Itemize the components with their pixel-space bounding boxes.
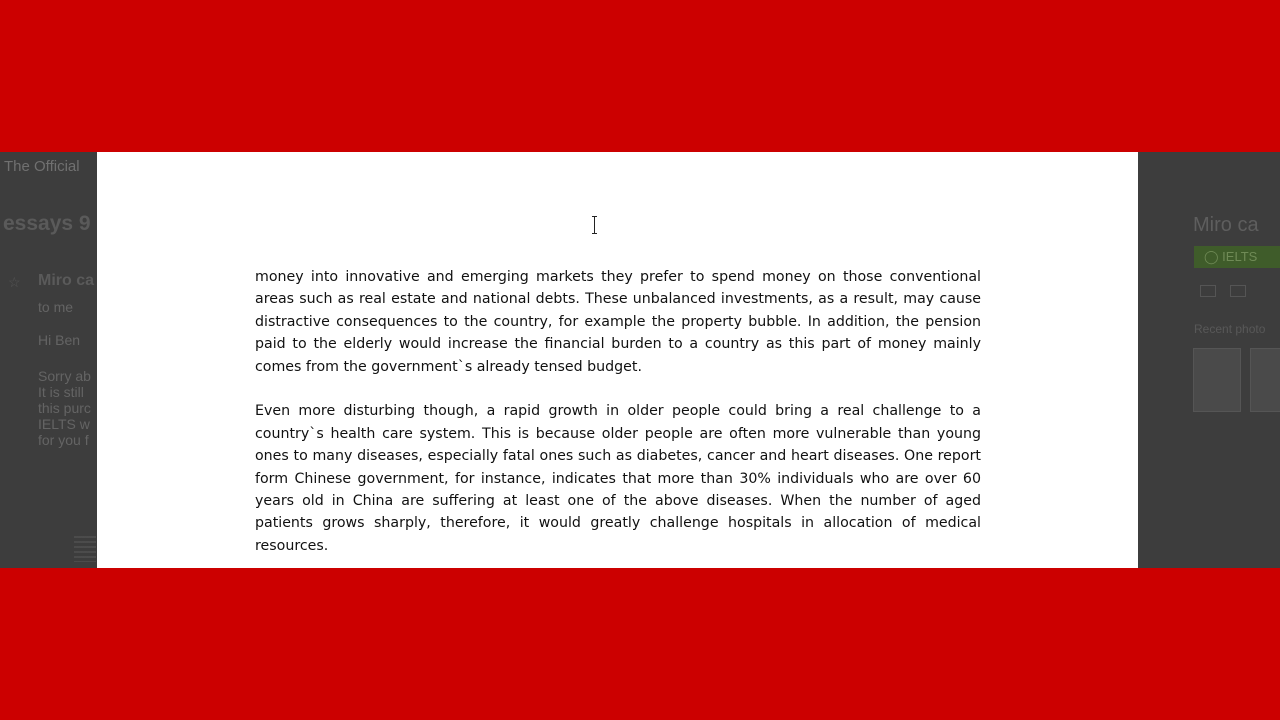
email-body — [38, 368, 91, 448]
photo-thumbnail — [1193, 348, 1241, 412]
background-tab-title: The Official — [4, 158, 80, 175]
email-body-line: Sorry ab — [38, 368, 91, 384]
email-subject: essays 9 — [3, 212, 91, 235]
email-sender: Miro ca — [38, 272, 95, 289]
label-badge-text: IELTS — [1222, 249, 1258, 264]
star-icon: ☆ — [8, 274, 21, 290]
contact-actions — [1200, 284, 1280, 298]
contact-name: Miro ca — [1193, 214, 1259, 236]
recent-photos-label: Recent photo — [1194, 322, 1266, 336]
document-text[interactable] — [255, 266, 981, 568]
attachment-icon — [74, 536, 96, 562]
email-body-line: this purc — [38, 400, 91, 416]
email-recipient: to me — [38, 299, 74, 315]
chat-icon — [1230, 285, 1246, 297]
mail-icon — [1200, 285, 1216, 297]
email-body-line: for you f — [38, 432, 89, 448]
email-body-line: IELTS w — [38, 416, 90, 432]
document-viewer-page[interactable] — [97, 152, 1138, 568]
bottom-red-band — [0, 568, 1280, 720]
document-paragraph: Even more disturbing though, a rapid growth in older people could bring a real challenge to a country`s health care system. This is because older people are often more vulnerable than young ones to many diseases, especially fatal ones such as diabetes, cancer and heart diseases. One report form Chinese government, for instance, indicates that more than 30% individuals who are over 60 years old in China are suffering at least one of the above diseases. When the number of aged patients grows sharply, therefore, it would greatly challenge hospitals in allocation of medical resources. — [255, 403, 981, 554]
email-greeting: Hi Ben — [38, 332, 81, 348]
top-red-band — [0, 0, 1280, 152]
text-cursor-icon — [592, 216, 598, 234]
label-badge: ◯ IELTS — [1194, 246, 1280, 268]
photo-thumbnail — [1250, 348, 1280, 412]
document-paragraph: money into innovative and emerging markets they prefer to spend money on those conventional areas such as real estate and national debts. These unbalanced investments, as a result, may cause distractive consequences to the country, for example the property bubble. In addition, the pension paid to the elderly would increase the financial burden to a country as this part of money mainly comes from the government`s already tensed budget. — [255, 269, 981, 375]
email-body-line: It is still — [38, 384, 84, 400]
